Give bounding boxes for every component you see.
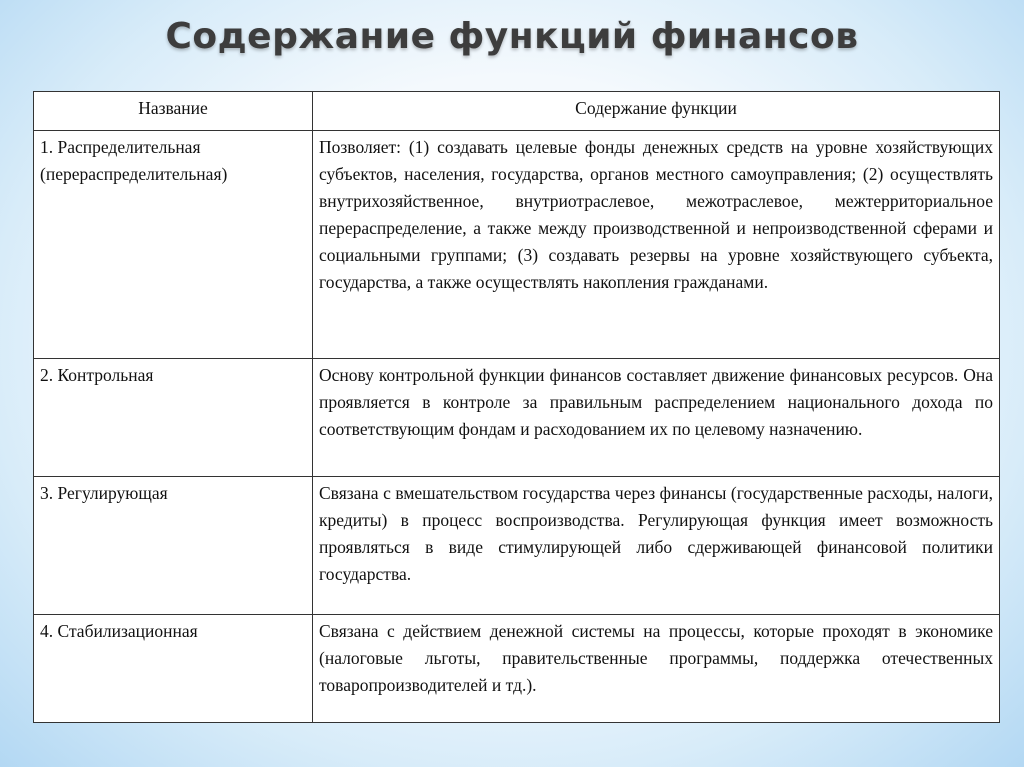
- function-name: 3. Регулирующая: [34, 477, 313, 615]
- page-title: Содержание функций финансов: [165, 16, 859, 57]
- function-name: 4. Стабилизационная: [34, 615, 313, 723]
- function-name: 1. Распределительная (перераспределительная): [34, 131, 313, 359]
- function-content: Основу контрольной функции финансов составляет движение финансовых ресурсов. Она проявляется в контроле за правильным распределением национального дохода по соответствующим фондам и расходованием их по целевому назначению.: [313, 359, 1000, 477]
- table-row: [34, 131, 1000, 359]
- header-name: Название: [34, 92, 313, 131]
- table-row: [34, 477, 1000, 615]
- function-content: Связана с действием денежной системы на процессы, которые проходят в экономике (налоговые льготы, правительственные программы, поддержка отечественных товаропроизводителей и тд.).: [313, 615, 1000, 723]
- function-content: Связана с вмешательством государства через финансы (государственные расходы, налоги, кредиты) в процесс воспроизводства. Регулирующая функция имеет возможность проявляться в виде стимулирующей либо сдерживающей финансовой политики государства.: [313, 477, 1000, 615]
- functions-table-container: [33, 91, 999, 723]
- function-name: 2. Контрольная: [34, 359, 313, 477]
- function-content: Позволяет: (1) создавать целевые фонды денежных средств на уровне хозяйствующих субъектов, населения, государства, органов местного самоуправления; (2) осуществлять внутрихозяйственное, внутриотраслевое, межотраслевое, межтерриториальное перераспределение, а также между производственной и непроизводственной сферами и социальными группами; (3) создавать резервы на уровне хозяйствующего субъекта, государства, а также осуществлять накопления гражданами.: [313, 131, 1000, 359]
- functions-table: [33, 91, 1000, 723]
- table-row: [34, 359, 1000, 477]
- table-row: [34, 615, 1000, 723]
- table-header-row: [34, 92, 1000, 131]
- header-content: Содержание функции: [313, 92, 1000, 131]
